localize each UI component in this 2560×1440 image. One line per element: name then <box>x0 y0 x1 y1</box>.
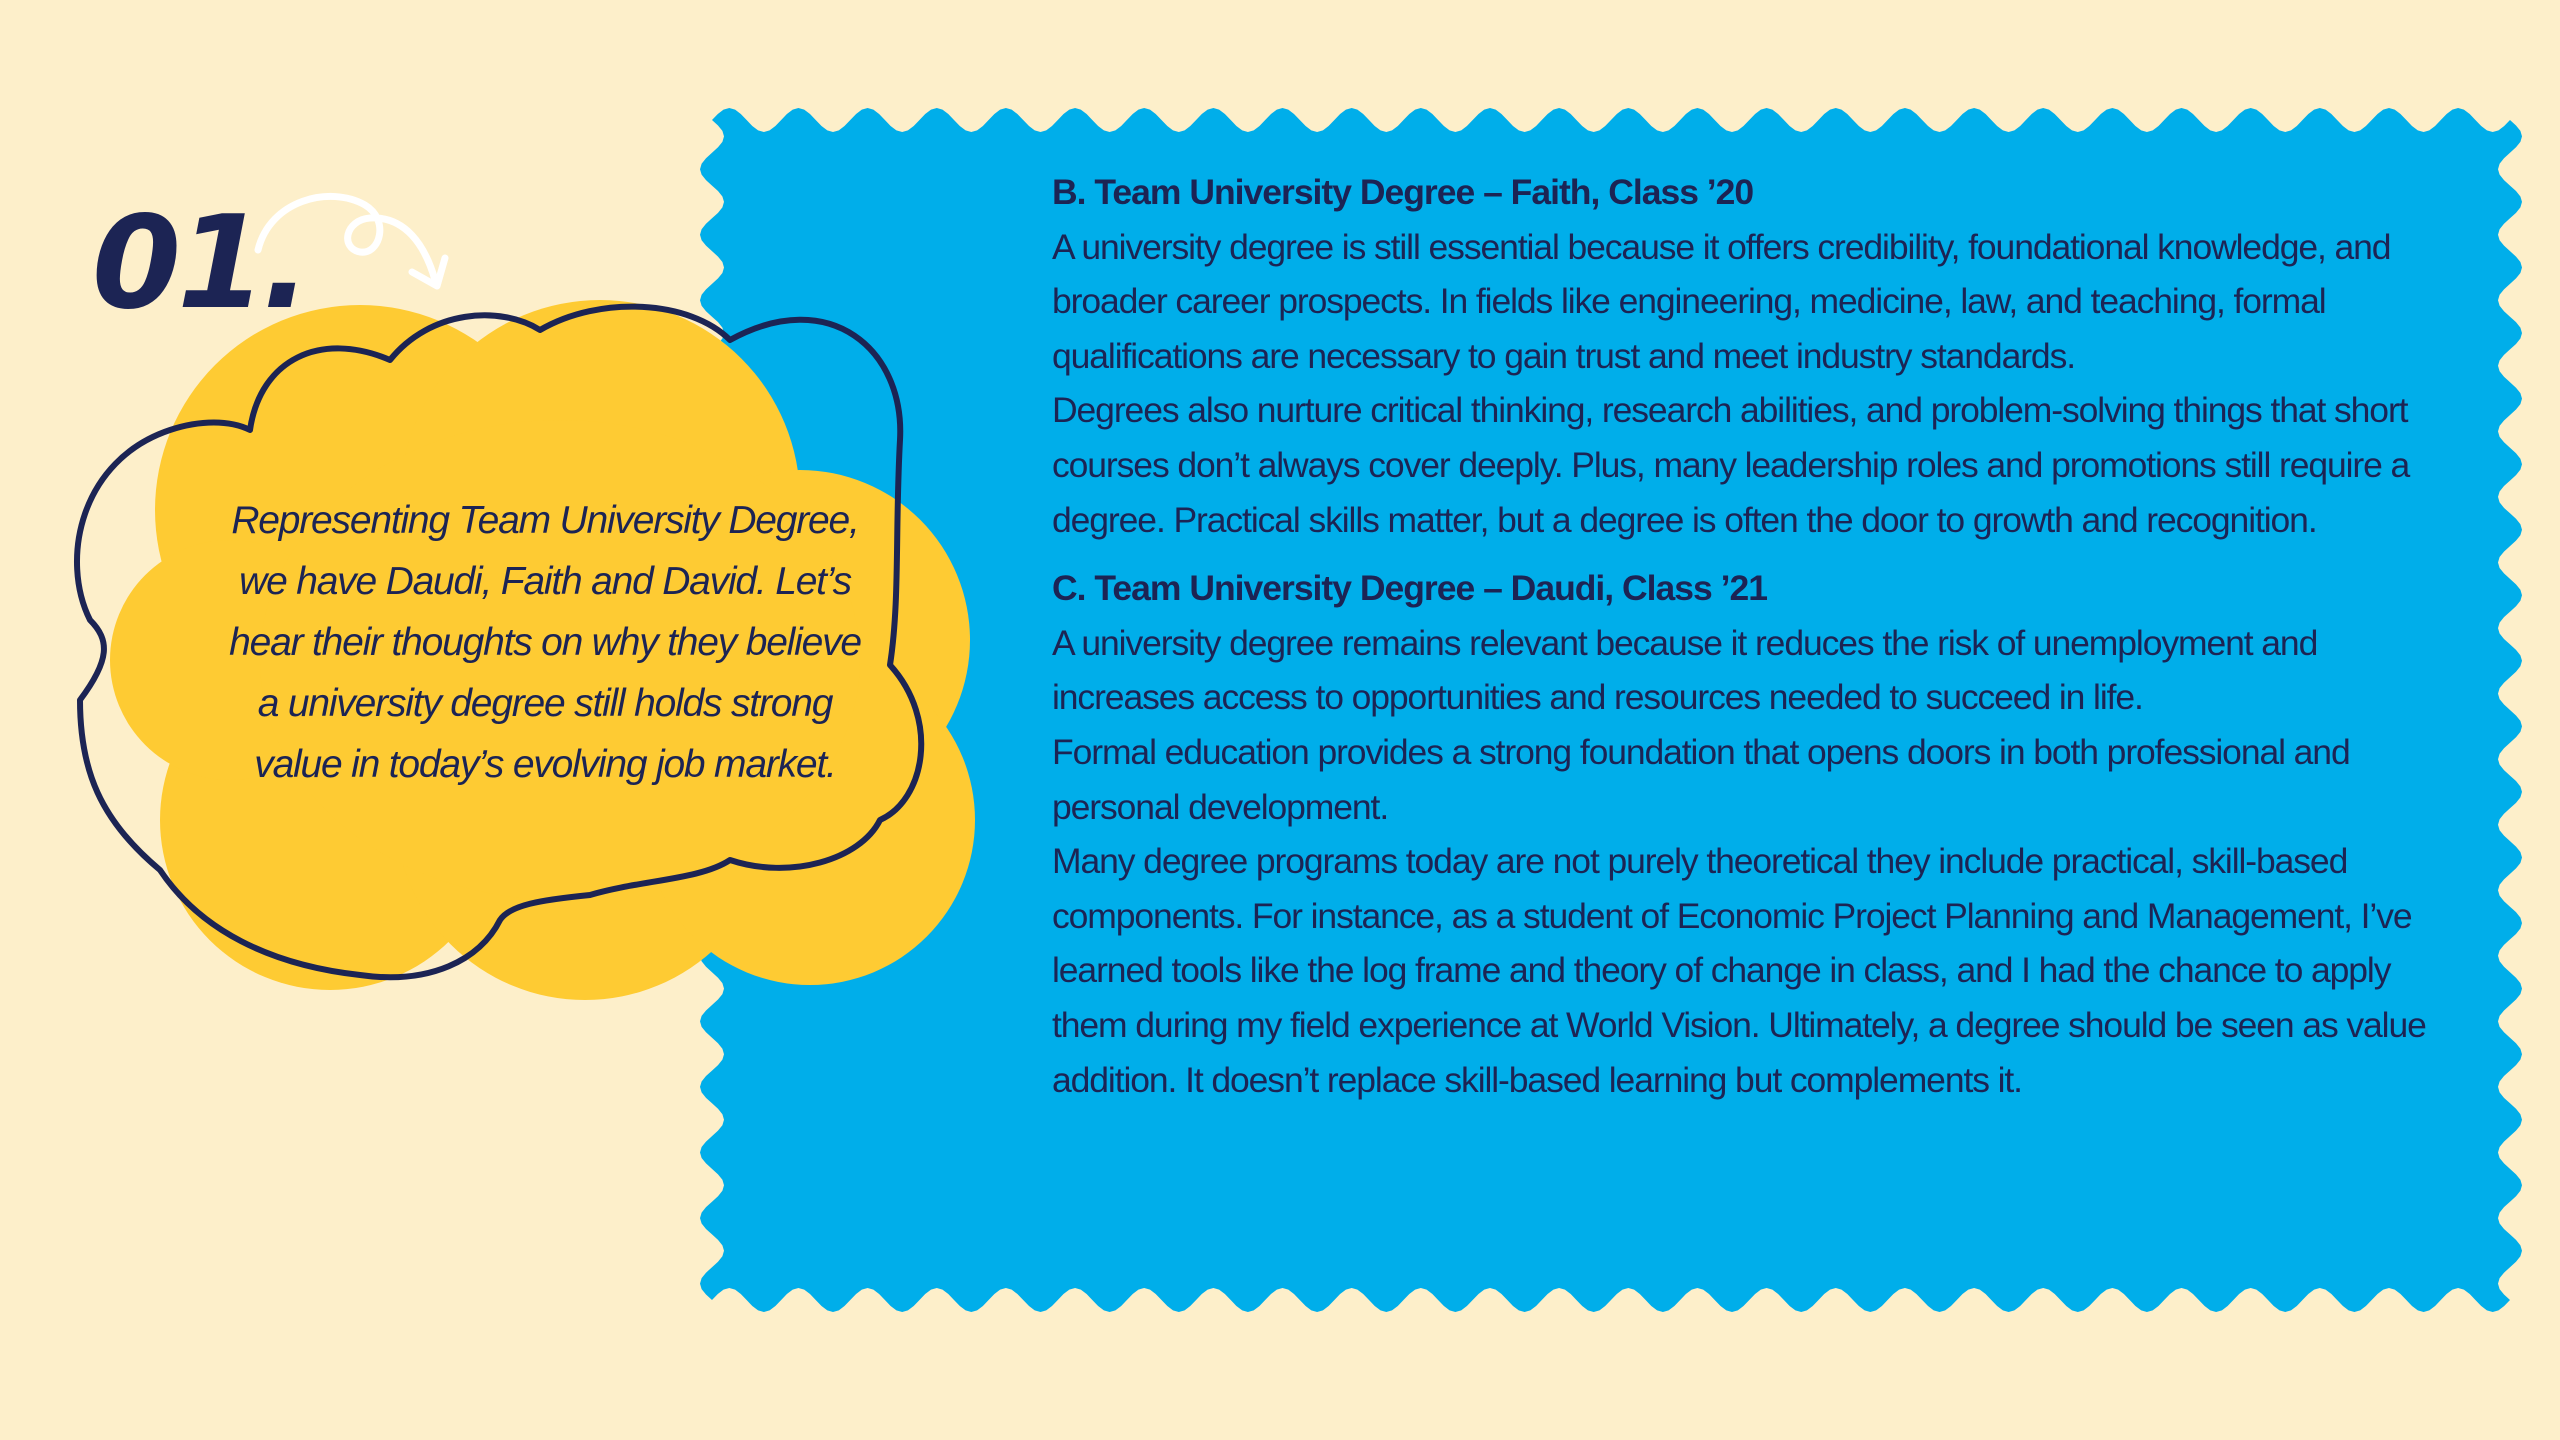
paragraph: Many degree programs today are not purely theoretical they include practical, skill-based components. For instance, as a student of Economic Project Planning and Management, I’ve learned tools like the log frame and theory of change in class, and I had the chance to apply them during my field experience at World Vision. Ultimately, a degree should be seen as value addition. It doesn’t replace skill-based learning but complements it. <box>1052 841 2426 1100</box>
paragraph: A university degree remains relevant because it reduces the risk of unemployment and increases access to opportunities and resources needed to succeed in life. <box>1052 622 2318 718</box>
number-label: 01. <box>92 189 307 338</box>
section-heading: C. Team University Degree – Daudi, Class ’21 <box>1052 568 1767 609</box>
paragraph: Formal education provides a strong foundation that opens doors in both professional and personal development. <box>1052 731 2350 827</box>
section-faith <box>1052 165 2452 547</box>
section-heading: B. Team University Degree – Faith, Class ’20 <box>1052 172 1754 212</box>
main-content <box>1052 165 2452 1107</box>
intro-text: Representing Team University Degree, we have Daudi, Faith and David. Let’s hear their thoughts on why they believe a university degree still holds strong value in today’s evolving job market. <box>229 499 861 786</box>
paragraph: A university degree is still essential because it offers credibility, foundational knowledge, and broader career prospects. In fields like engineering, medicine, law, and teaching, formal qualifications are necessary to gain trust and meet industry standards. <box>1052 226 2391 376</box>
paragraph: Degrees also nurture critical thinking, research abilities, and problem-solving things that short courses don’t always cover deeply. Plus, many leadership roles and promotions still require a degree. Practical skills matter, but a degree is often the door to growth and recognition. <box>1052 390 2410 540</box>
section-daudi <box>1052 561 2452 1107</box>
